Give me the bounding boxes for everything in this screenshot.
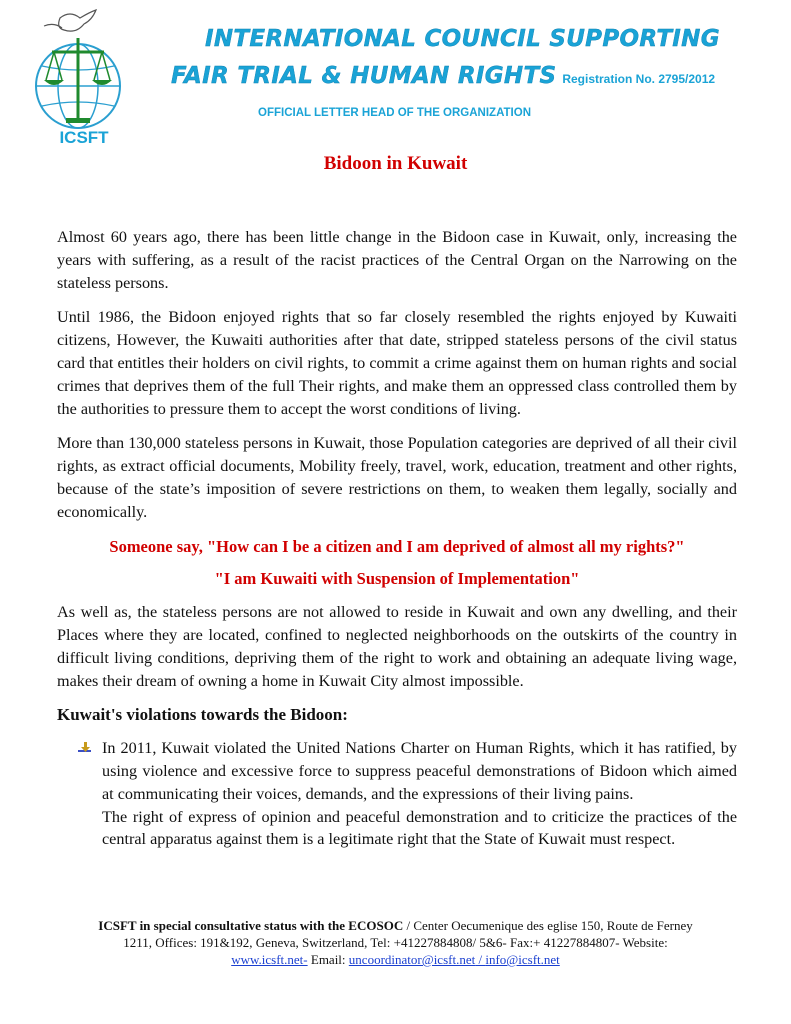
quote-1: Someone say, "How can I be a citizen and I am deprived of almost all my rights?" <box>109 536 685 556</box>
letterhead <box>0 0 791 150</box>
org-name-line2-text: FAIR TRIAL & HUMAN RIGHTS <box>171 63 557 89</box>
paragraph-4: As well as, the stateless persons are not allowed to reside in Kuwait and own any dwelling, and their Places where they are located, confined to neglected neighborhoods on the outskirts of the country in difficult living conditions, depriving them of the right to work and obtaining an adequate living wage, makes their dream of owning a home in Kuwait City almost impossible. <box>57 603 737 690</box>
document-body <box>57 226 737 851</box>
logo-text: ICSFT <box>59 128 109 147</box>
email-link-info[interactable]: info@icsft.net <box>485 952 560 967</box>
quote-2: "I am Kuwaiti with Suspension of Implementation" <box>214 569 580 589</box>
section-heading: Kuwait's violations towards the Bidoon: <box>57 705 348 725</box>
official-letterhead-label: OFFICIAL LETTER HEAD OF THE ORGANIZATION <box>258 107 532 119</box>
footer-line-1 <box>0 917 791 934</box>
paragraph-2: Until 1986, the Bidoon enjoyed rights that so far closely resembled the rights enjoyed by Kuwaiti citizens, However, the Kuwaiti authorities after that date, stripped stateless persons of the civil status card that entitles their holders on civil rights, to commit a crime against them on human rights and social crimes that deprives them of the full Their rights, and make them an oppressed class controlled them by the authorities to pressure them to accept the worst conditions of living. <box>57 308 737 418</box>
org-name-line1: INTERNATIONAL COUNCIL SUPPORTING <box>205 26 720 52</box>
bullet-text-continued: The right of express of opinion and peaceful demonstration and to criticize the practices of the central apparatus against them is a legitimate right that the State of Kuwait must respect. <box>102 807 737 849</box>
icsft-logo-icon <box>30 8 150 148</box>
email-separator: / <box>475 952 486 967</box>
email-link-uncoordinator[interactable]: uncoordinator@icsft.net <box>348 952 476 967</box>
org-name-line2 <box>171 63 715 89</box>
paragraph-1: Almost 60 years ago, there has been little change in the Bidoon case in Kuwait, only, increasing the years with suffering, as a result of the racist practices of the Central Organ on the Narrowing on the stateless persons. <box>57 228 737 292</box>
footer-line-2: 1211, Offices: 191&192, Geneva, Switzerland, Tel: +41227884808/ 5&6- Fax:+ 41227884807- Website: <box>123 935 668 950</box>
bullet-text: In 2011, Kuwait violated the United Nations Charter on Human Rights, which it has ratified, by using violence and excessive force to suppress peaceful demonstrations of Bidoon which aimed at communicating their voices, demands, and the expressions of their living pains. <box>102 739 737 803</box>
list-item <box>57 737 737 851</box>
registration-number: Registration No. 2795/2012 <box>562 72 716 86</box>
footer <box>0 917 791 968</box>
paragraph-3: More than 130,000 stateless persons in Kuwait, those Population categories are deprived of all their civil rights, as extract official documents, Mobility freely, travel, work, education, treatment and other rights, because of the state’s imposition of severe restrictions on them, to weaken them legally, socially and economically. <box>57 434 737 521</box>
bullet-arrow-icon <box>78 742 91 755</box>
page-title: Bidoon in Kuwait <box>323 153 468 174</box>
footer-address: / Center Oecumenique des eglise 150, Route de Ferney <box>403 918 693 933</box>
footer-ecosoc-status: ICSFT in special consultative status with the ECOSOC <box>98 918 404 933</box>
email-label: Email: <box>307 952 349 967</box>
website-link[interactable]: www.icsft.net- <box>231 952 308 967</box>
footer-line-3 <box>0 951 791 968</box>
